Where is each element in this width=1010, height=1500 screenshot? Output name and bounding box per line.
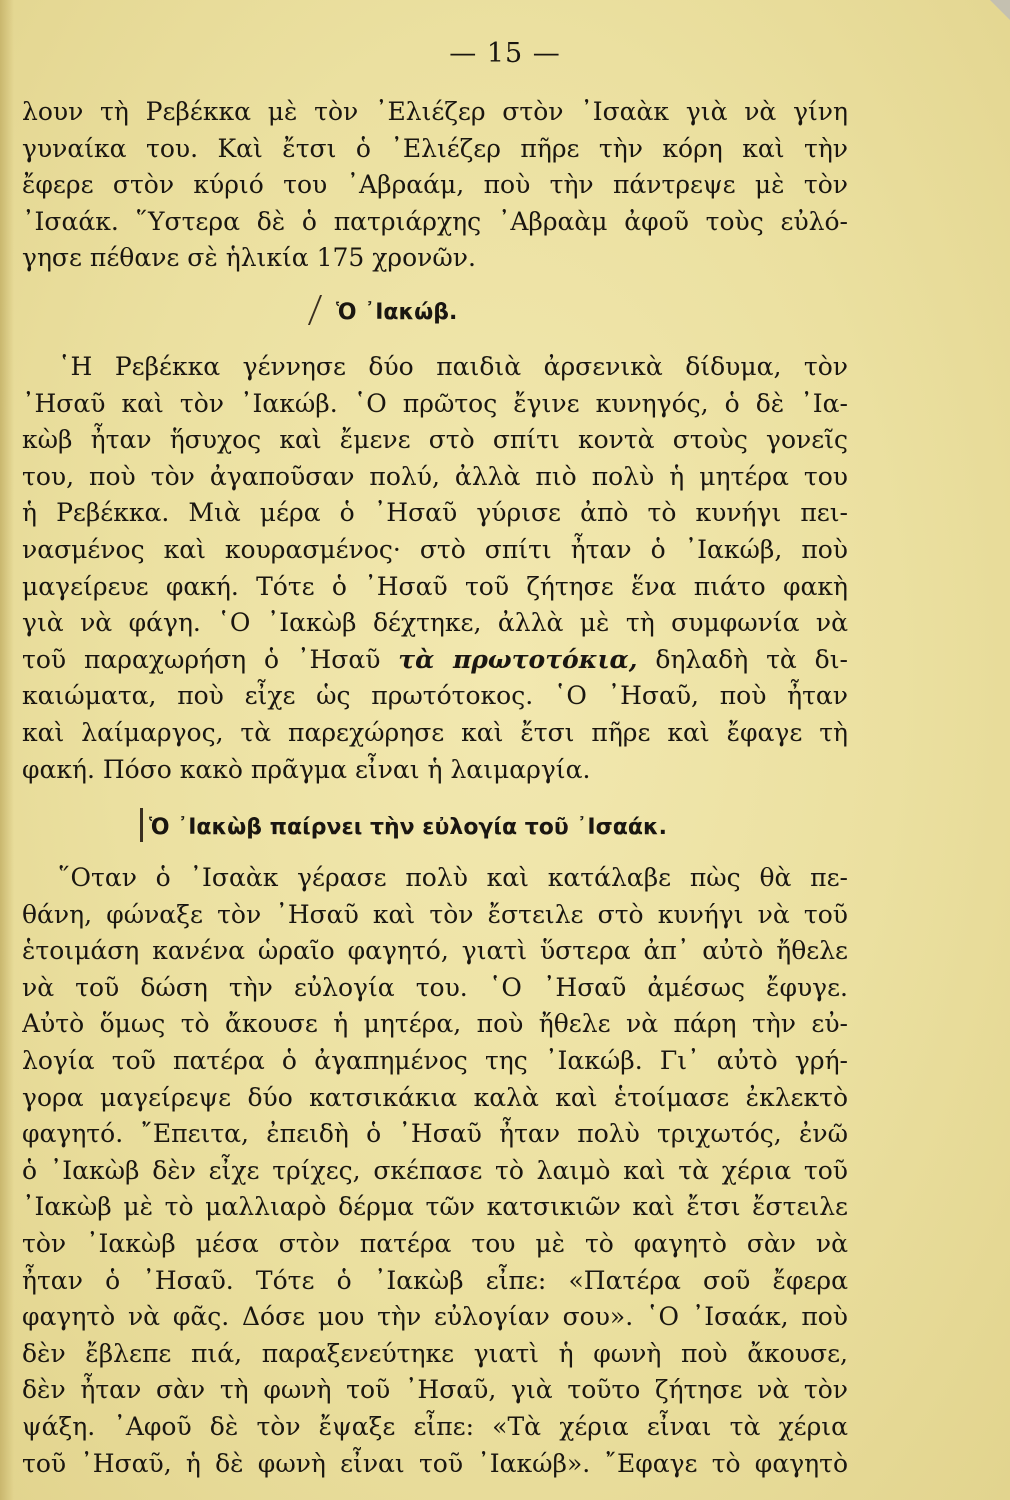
text-line: φακή. Πόσο κακὸ πρᾶγμα εἶναι ἡ λαιμαργία. [22,754,591,784]
text-line: ῾Η Ρεβέκκα γέννησε δύο παιδιὰ ἀρσενικὰ δίδυμα, τὸν [58,351,848,381]
text-line: ἦταν ὁ ᾽Ησαῦ. Τότε ὁ ᾽Ιακὼβ εἶπε: «Πατέρα σοῦ ἔφερα [22,1265,848,1295]
text-line: ῞Οταν ὁ ᾽Ισαὰκ γέρασε πολὺ καὶ κατάλαβε πὼς θὰ πε- [58,863,848,893]
text-line: καὶ λαίμαργος, τὰ παρεχώρησε καὶ ἔτσι πῆρε καὶ ἔφαγε τὴ [22,717,848,747]
section-heading-blessing [22,808,848,848]
text-line: τοῦ ᾽Ησαῦ, ἡ δὲ φωνὴ εἶναι τοῦ ᾽Ιακώβ». ῎Εφαγε τὸ φαγητὸ [22,1448,848,1478]
text-line-with-emphasis [22,642,848,679]
page-edge-shadow [0,0,14,1500]
text-line: ᾽Ιακὼβ μὲ τὸ μαλλιαρὸ δέρμα τῶν κατσικιῶν καὶ ἔτσι ἔστειλε [22,1192,848,1222]
text-line: λουν τὴ Ρεβέκκα μὲ τὸν ᾽Ελιέζερ στὸν ᾽Ισαὰκ γιὰ νὰ γίνη [22,97,848,126]
text-line: ᾽Ισαάκ. ῞Υστερα δὲ ὁ πατριάρχης ᾽Αβραὰμ ἀφοῦ τοὺς εὐλό- [22,206,848,236]
text-line: ὁ ᾽Ιακὼβ δὲν εἶχε τρίχες, σκέπασε τὸ λαιμὸ καὶ τὰ χέρια τοῦ [22,1155,848,1185]
text-line: θάνη, φώναξε τὸν ᾽Ησαῦ καὶ τὸν ἔστειλε στὸ κυνήγι νὰ τοῦ [22,899,848,929]
text-segment: δηλαδὴ τὰ δι- [655,644,848,674]
text-line: ἔφερε στὸν κύριό του ᾽Αβραάμ, ποὺ τὴν πάντρεψε μὲ τὸν [22,170,848,200]
page-body [22,94,848,1482]
text-line: ἡ Ρεβέκκα. Μιὰ μέρα ὁ ᾽Ησαῦ γύρισε ἀπὸ τὸ κυνήγι πει- [22,498,848,528]
text-line: νασμένος καὶ κουρασμένος· στὸ σπίτι ἦταν ὁ ᾽Ιακώβ, ποὺ [22,534,848,564]
text-line: ᾽Ησαῦ καὶ τὸν ᾽Ιακώβ. ῾Ο πρῶτος ἔγινε κυνηγός, ὁ δὲ ᾽Ια- [22,388,848,418]
paragraph-3 [22,860,848,1482]
text-line: φαγητὸ νὰ φᾶς. Δόσε μου τὴν εὐλογίαν σου». ῾Ο ᾽Ισαάκ, ποὺ [22,1302,848,1332]
text-line: γησε πέθανε σὲ ἡλικία 175 χρονῶν. [22,243,476,273]
text-line: φαγητό. ῎Επειτα, ἐπειδὴ ὁ ᾽Ησαῦ ἦταν πολὺ τριχωτός, ἐνῶ [22,1119,848,1149]
text-line: γυναίκα του. Καὶ ἔτσι ὁ ᾽Ελιέζερ πῆρε τὴν κόρη καὶ τὴν [22,133,848,163]
paragraph-1 [22,94,848,277]
emphasized-term: τὰ πρωτοτόκια, [398,644,638,674]
text-line: ἑτοιμάση κανένα ὡραῖο φαγητό, γιατὶ ὕστερα ἀπ᾽ αὐτὸ ἤθελε [22,936,848,966]
text-line: δὲν ἦταν σὰν τὴ φωνὴ τοῦ ᾽Ησαῦ, γιὰ τοῦτο ζήτησε νὰ τὸν [22,1375,848,1405]
paragraph-2 [22,349,848,788]
text-line: γορα μαγείρεψε δύο κατσικάκια καλὰ καὶ ἑτοίμασε ἐκλεκτὸ [22,1082,848,1112]
text-line: νὰ τοῦ δώση τὴν εὐλογία του. ῾Ο ᾽Ησαῦ ἀμέσως ἔφυγε. [22,972,848,1002]
text-line: λογία τοῦ πατέρα ὁ ἀγαπημένος της ᾽Ιακώβ. Γι᾽ αὐτὸ γρή- [22,1046,848,1076]
page-corner [988,0,1010,22]
text-line: ψάξη. ᾽Αφοῦ δὲ τὸν ἔψαξε εἶπε: «Τὰ χέρια εἶναι τὰ χέρια [22,1412,848,1441]
handwritten-bar-mark [140,808,147,842]
text-line: κὼβ ἦταν ἥσυχος καὶ ἔμενε στὸ σπίτι κοντὰ στοὺς γονεῖς [22,425,848,455]
text-segment: τοῦ παραχωρήση ὁ ᾽Ησαῦ [22,644,381,674]
text-line: μαγείρευε φακή. Τότε ὁ ᾽Ησαῦ τοῦ ζήτησε ἕνα πιάτο φακὴ [22,571,848,601]
text-line: καιώματα, ποὺ εἶχε ὡς πρωτότοκος. ῾Ο ᾽Ησαῦ, ποὺ ἦταν [22,681,848,711]
heading-text: Ὁ ᾽Ιακώβ. [336,299,458,325]
handwritten-slash-mark [308,295,336,325]
text-line: του, ποὺ τὸν ἀγαποῦσαν πολύ, ἀλλὰ πιὸ πολὺ ἡ μητέρα του [22,461,848,491]
page-number: — 15 — [449,38,561,69]
text-line: τὸν ᾽Ιακὼβ μέσα στὸν πατέρα του μὲ τὸ φαγητὸ σὰν νὰ [22,1229,848,1259]
text-line: γιὰ νὰ φάγη. ῾Ο ᾽Ιακὼβ δέχτηκε, ἀλλὰ μὲ τὴ συμφωνία νὰ [22,608,848,638]
section-heading-iakov [22,295,848,335]
heading-text: Ὁ ᾽Ιακὼβ παίρνει τὴν εὐλογία τοῦ ᾽Ισαάκ. [149,815,667,841]
text-line: δὲν ἔβλεπε πιά, παραξενεύτηκε γιατὶ ἡ φωνὴ ποὺ ἄκουσε, [22,1338,848,1368]
text-line: Αὐτὸ ὅμως τὸ ἄκουσε ἡ μητέρα, ποὺ ἤθελε νὰ πάρη τὴν εὐ- [22,1009,848,1039]
